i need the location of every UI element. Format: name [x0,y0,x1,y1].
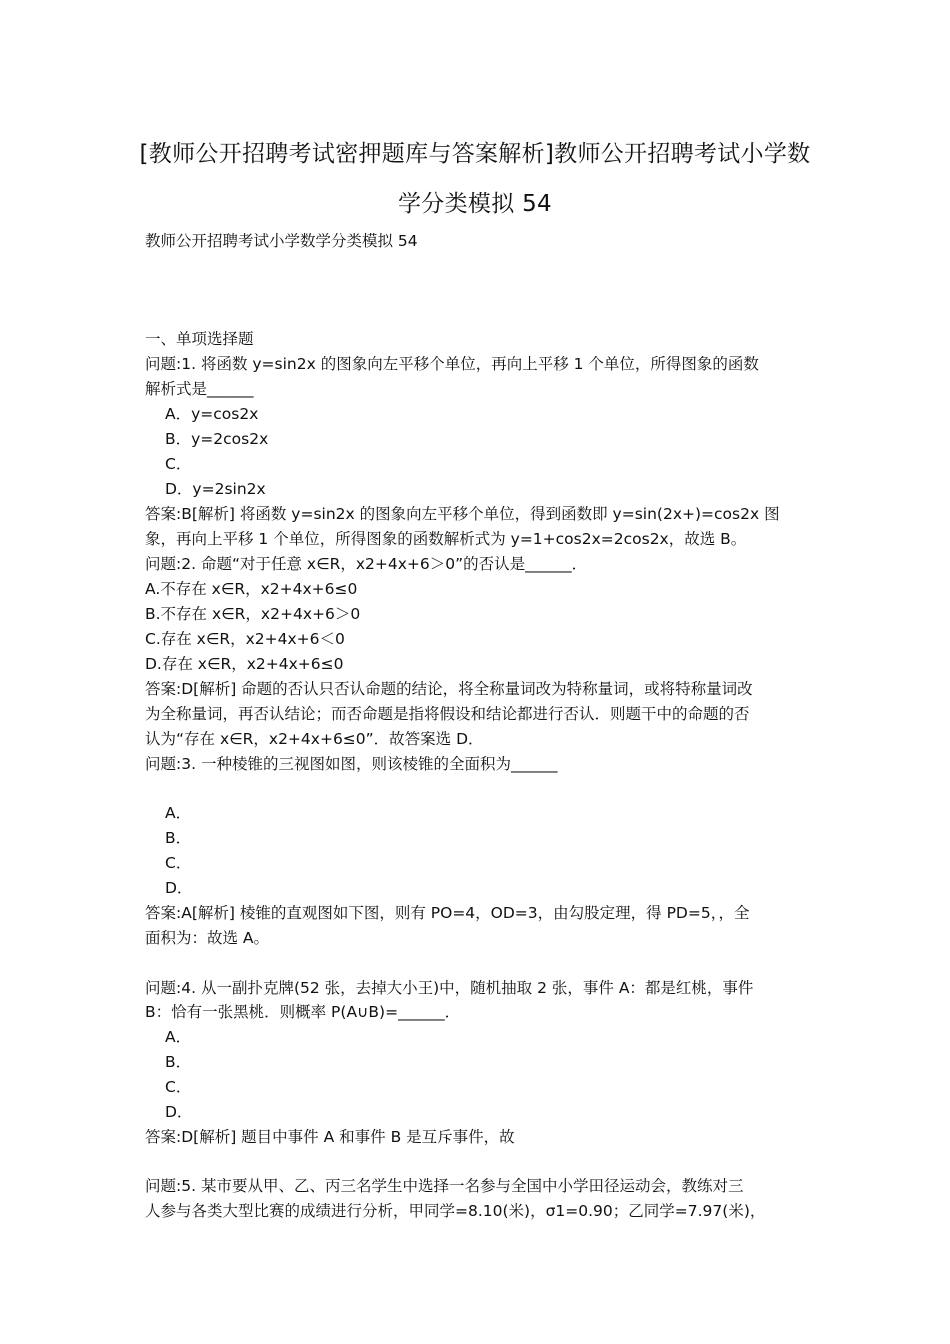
q4-option-c: C． [165,1078,192,1096]
q1-answer-line-1: 答案:B[解析] 将函数 y=sin2x 的图象向左平移个单位，得到函数即 y=sin(2x+)=cos2x 图 [145,505,780,523]
q3-option-d: D． [165,879,193,897]
q1-option-d: D．y=2sin2x [165,480,266,498]
q2-option-b: B.不存在 x∈R，x2+4x+6＞0 [145,605,361,623]
q1-stem-line-2: 解析式是______ [145,380,254,398]
q2-answer-line-3: 认为“存在 x∈R，x2+4x+6≤0”．故答案选 D． [145,730,484,748]
q2-stem: 问题:2. 命题“对于任意 x∈R，x2+4x+6＞0”的否认是______． [145,555,588,573]
q4-stem-line-1: 问题:4. 从一副扑克牌(52 张，去掉大小王)中，随机抽取 2 张，事件 A：都是红桃，事件 [145,979,754,997]
q4-stem-line-2: B：恰有一张黑桃．则概率 P(A∪B)=______． [145,1003,461,1021]
q1-answer-line-2: 象，再向上平移 1 个单位，所得图象的函数解析式为 y=1+cos2x=2cos2x，故选 B。 [145,530,747,548]
q4-option-d: D． [165,1103,193,1121]
q3-stem: 问题:3. 一种棱锥的三视图如图，则该棱锥的全面积为______ [145,755,558,773]
q3-answer-line-1: 答案:A[解析] 棱锥的直观图如下图，则有 PO=4，OD=3，由勾股定理，得 PD=5，，全 [145,904,750,922]
q4-option-b: B． [165,1053,192,1071]
q5-stem-line-2: 人参与各类大型比赛的成绩进行分析，甲同学=8.10(米)，σ1=0.90；乙同学=7.97(米)， [145,1202,766,1220]
section-heading: 一、单项选择题 [145,330,254,348]
q1-option-c: C． [165,455,192,473]
q2-option-c: C.存在 x∈R，x2+4x+6＜0 [145,630,345,648]
q4-option-a: A． [165,1028,192,1046]
q2-option-d: D.存在 x∈R，x2+4x+6≤0 [145,655,344,673]
document-title-line-1: [教师公开招聘考试密押题库与答案解析]教师公开招聘考试小学数 [139,141,811,167]
q3-answer-line-2: 面积为：故选 A。 [145,929,270,947]
q1-option-b: B．y=2cos2x [165,430,269,448]
q2-option-a: A.不存在 x∈R，x2+4x+6≤0 [145,580,358,598]
q1-stem-line-1: 问题:1. 将函数 y=sin2x 的图象向左平移个单位，再向上平移 1 个单位，所得图象的函数 [145,355,759,373]
q2-answer-line-1: 答案:D[解析] 命题的否认只否认命题的结论，将全称量词改为特称量词，或将特称量词改 [145,680,753,698]
document-subtitle: 教师公开招聘考试小学数学分类模拟 54 [145,232,418,250]
q2-answer-line-2: 为全称量词，再否认结论；而否命题是指将假设和结论都进行否认．则题干中的命题的否 [145,705,750,723]
q3-option-c: C． [165,854,192,872]
document-title-line-2: 学分类模拟 54 [398,191,552,217]
q4-answer: 答案:D[解析] 题目中事件 A 和事件 B 是互斥事件，故 [145,1128,515,1146]
q1-option-a: A．y=cos2x [165,405,259,423]
q5-stem-line-1: 问题:5. 某市要从甲、乙、丙三名学生中选择一名参与全国中小学田径运动会，教练对三 [145,1177,744,1195]
q3-option-a: A． [165,804,192,822]
q3-option-b: B． [165,829,192,847]
